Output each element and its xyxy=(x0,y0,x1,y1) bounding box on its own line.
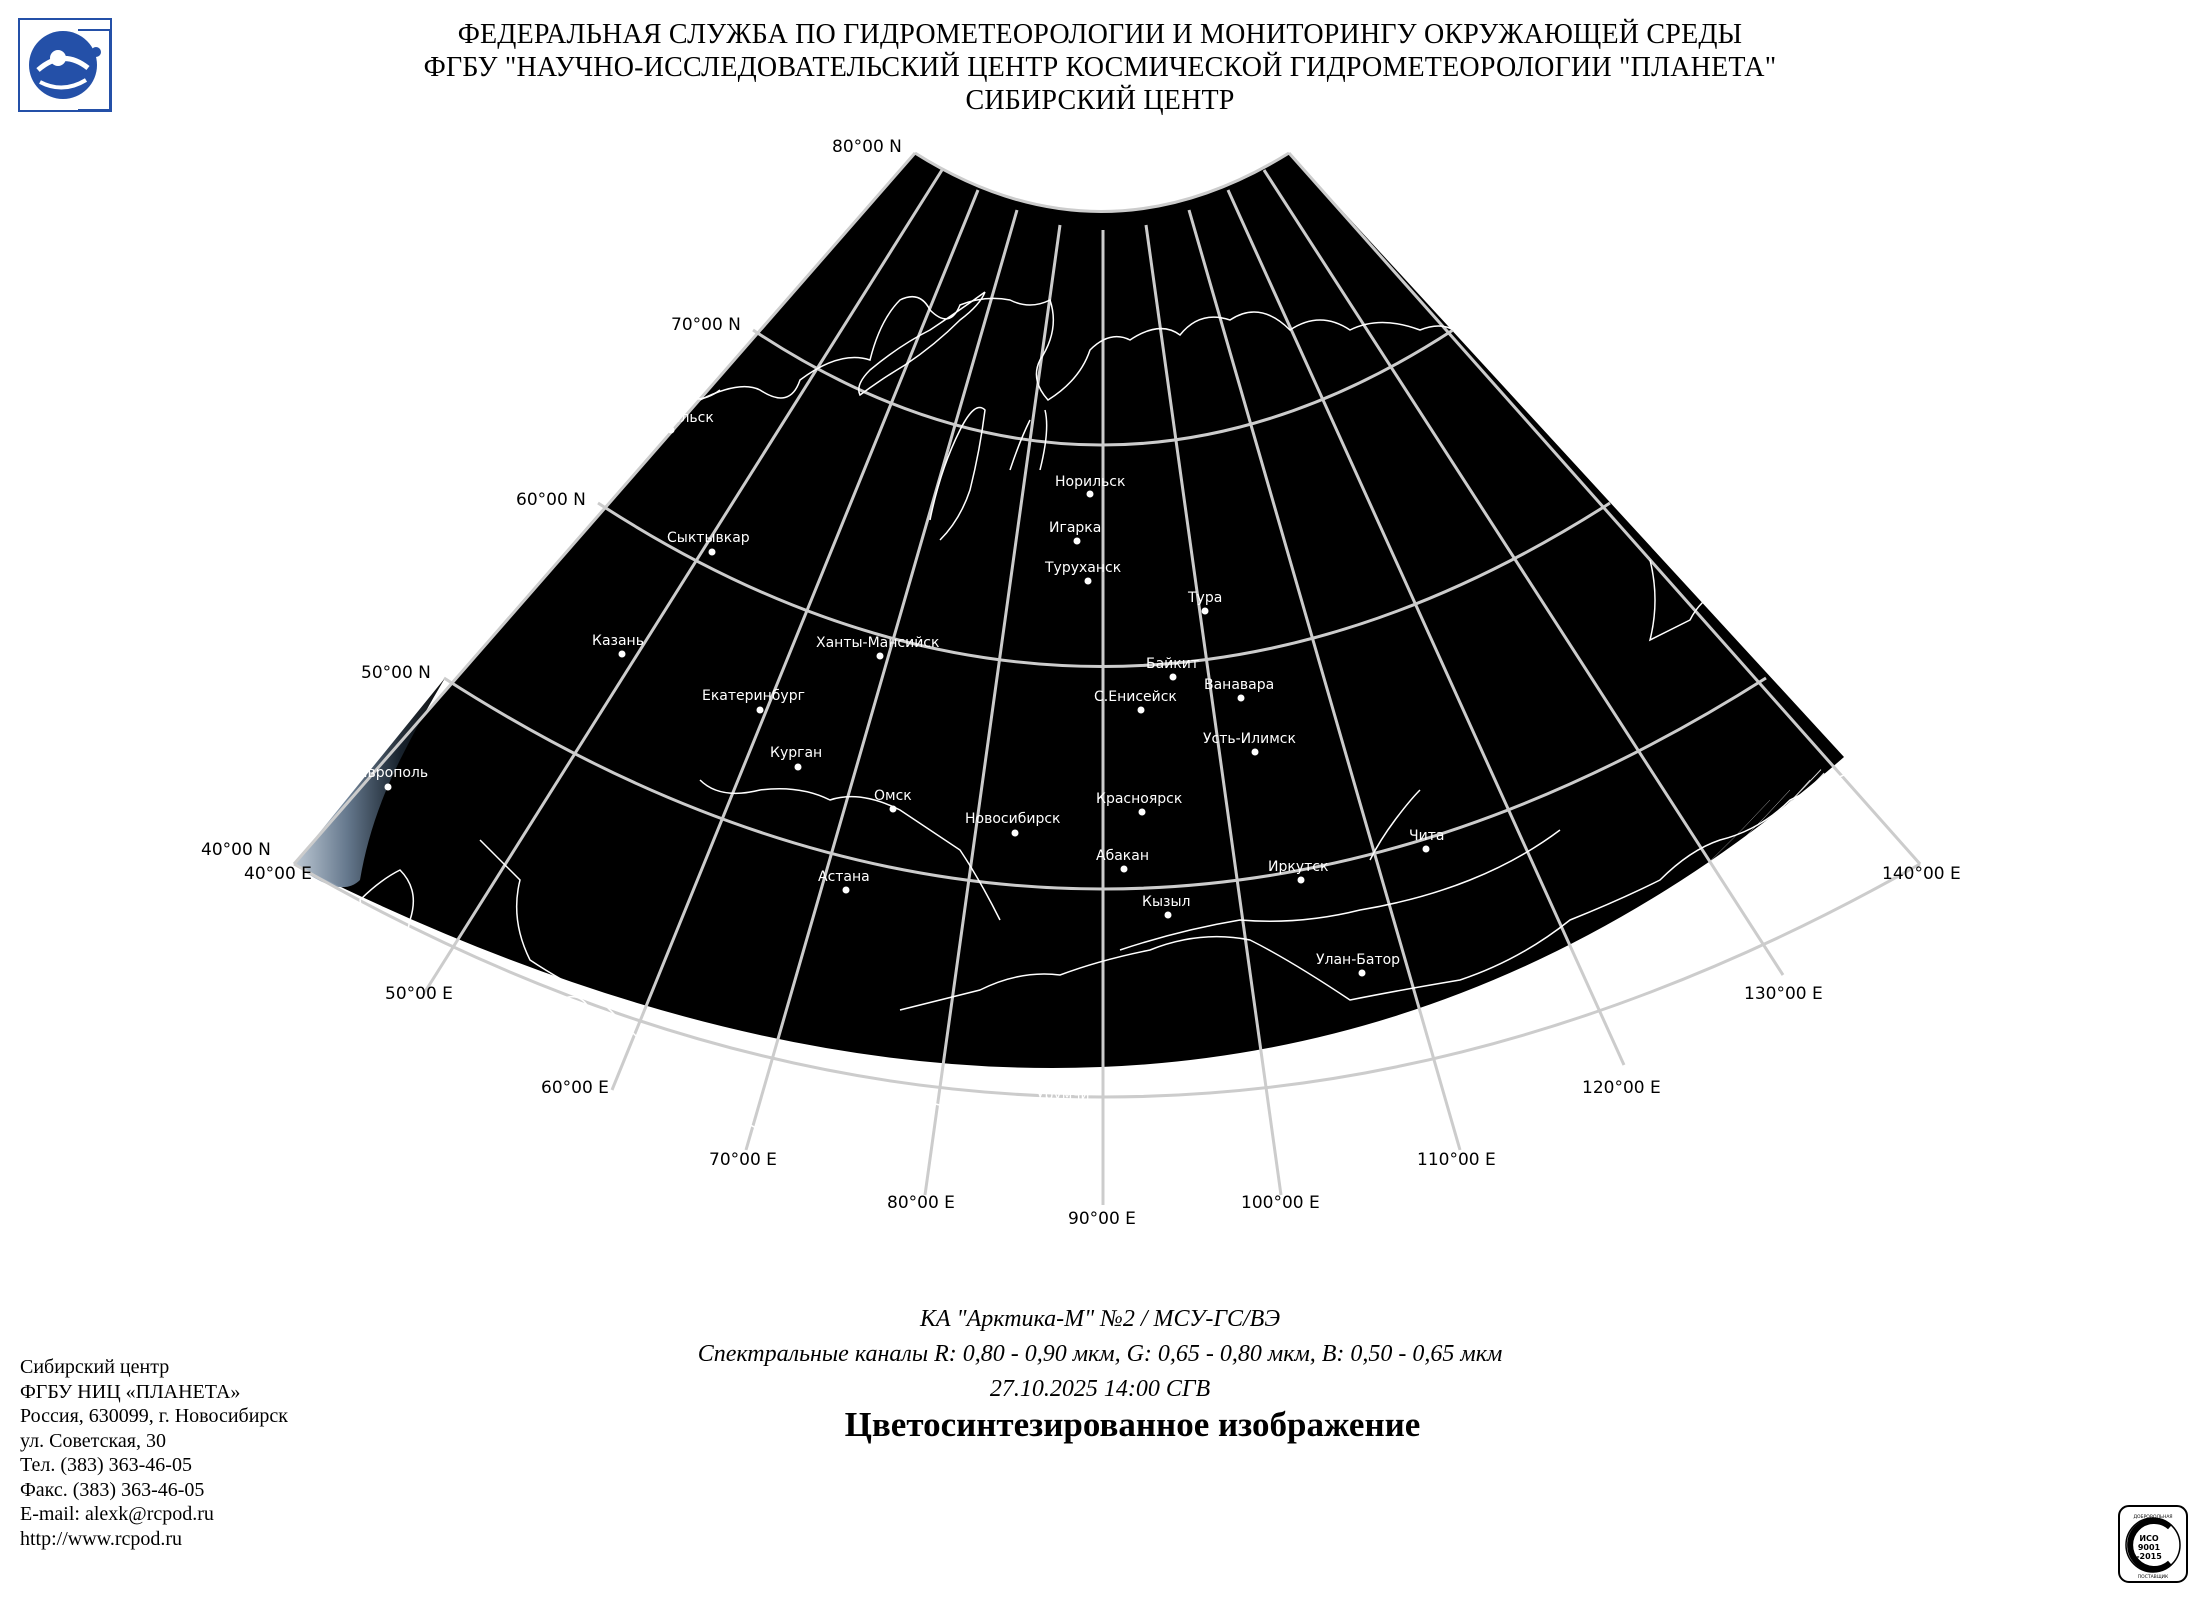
svg-text:Игарка: Игарка xyxy=(1049,520,1102,536)
svg-text:С.Енисейск: С.Енисейск xyxy=(1094,689,1177,705)
address-website[interactable]: http://www.rcpod.ru xyxy=(20,1527,183,1550)
lat-label-70: 70°00 N xyxy=(671,315,741,335)
svg-text:Байкит: Байкит xyxy=(1146,656,1199,672)
svg-text:Норильск: Норильск xyxy=(1055,474,1126,490)
svg-text:Чита: Чита xyxy=(1409,828,1445,844)
address-city: Россия, 630099, г. Новосибирск xyxy=(20,1405,289,1427)
svg-text:-2015: -2015 xyxy=(2136,1552,2162,1561)
svg-text:9001: 9001 xyxy=(2137,1543,2161,1552)
header-center-name: СИБИРСКИЙ ЦЕНТР xyxy=(965,85,1235,116)
svg-text:Кызыл: Кызыл xyxy=(1142,894,1191,910)
svg-text:ПОСТАВЩИК: ПОСТАВЩИК xyxy=(2137,1575,2169,1580)
svg-text:Архангельск: Архангельск xyxy=(620,410,714,426)
image-datetime: 27.10.2025 14:00 СГВ xyxy=(989,1376,1211,1402)
header-institute-name: ФГБУ "НАУЧНО-ИССЛЕДОВАТЕЛЬСКИЙ ЦЕНТР КОСМИЧЕСКОЙ ГИДРОМЕТЕОРОЛОГИИ "ПЛАНЕТА" xyxy=(423,52,1777,83)
address-center: Сибирский центр xyxy=(20,1356,170,1378)
lat-label-60: 60°00 N xyxy=(516,490,586,510)
city-urumqi xyxy=(1036,1087,1090,1112)
map-background xyxy=(294,153,1844,1068)
address-email[interactable]: E-mail: alexk@rcpod.ru xyxy=(20,1503,214,1525)
satellite-instrument: КА "Арктика-М" №2 / МСУ-ГС/ВЭ xyxy=(919,1306,1281,1332)
svg-text:Урумчи: Урумчи xyxy=(1036,1087,1090,1103)
lon-label-60: 60°00 E xyxy=(541,1078,609,1098)
svg-text:Тура: Тура xyxy=(1188,590,1223,606)
contact-address xyxy=(20,1355,288,1551)
map-image-area xyxy=(294,153,1844,1175)
svg-text:Усть-Илимск: Усть-Илимск xyxy=(1203,731,1296,747)
svg-text:ДОБРОВОЛЬНАЯ: ДОБРОВОЛЬНАЯ xyxy=(2133,1515,2173,1520)
svg-text:Ханты-Мансийск: Ханты-Мансийск xyxy=(816,635,940,651)
svg-text:Туруханск: Туруханск xyxy=(1045,560,1122,576)
lon-label-120: 120°00 E xyxy=(1582,1078,1661,1098)
svg-text:Абакан: Абакан xyxy=(1096,848,1149,864)
address-org: ФГБУ НИЦ «ПЛАНЕТА» xyxy=(20,1380,241,1403)
iso-certification-icon xyxy=(2118,1505,2188,1583)
image-title: Цветосинтезированное изображение xyxy=(844,1405,1421,1444)
image-caption xyxy=(0,1302,2200,1407)
svg-text:ИСО: ИСО xyxy=(2139,1534,2159,1543)
spectral-channels: Спектральные каналы R: 0,80 - 0,90 мкм, G: 0,65 - 0,80 мкм, B: 0,50 - 0,65 мкм xyxy=(697,1341,1503,1367)
svg-text:Иркутск: Иркутск xyxy=(1268,859,1329,875)
svg-text:Сыктывкар: Сыктывкар xyxy=(667,530,750,546)
lon-label-100: 100°00 E xyxy=(1241,1193,1320,1213)
lon-label-80: 80°00 E xyxy=(887,1193,955,1213)
lon-label-90: 90°00 E xyxy=(1068,1209,1136,1229)
lon-label-50: 50°00 E xyxy=(385,984,453,1004)
lon-label-40: 40°00 E xyxy=(244,864,312,884)
svg-text:Красноярск: Красноярск xyxy=(1096,791,1183,807)
svg-text:Астана: Астана xyxy=(818,869,870,885)
svg-text:Екатеринбург: Екатеринбург xyxy=(702,688,805,704)
svg-text:Ванавара: Ванавара xyxy=(1204,677,1275,693)
lon-label-70: 70°00 E xyxy=(709,1150,777,1170)
address-phone: Тел. (383) 363-46-05 xyxy=(20,1454,192,1476)
lat-label-50: 50°00 N xyxy=(361,663,431,683)
address-street: ул. Советская, 30 xyxy=(20,1429,166,1452)
svg-text:Ставрополь: Ставрополь xyxy=(341,765,429,781)
lon-label-110: 110°00 E xyxy=(1417,1150,1496,1170)
southern-border xyxy=(760,1095,990,1130)
svg-text:Казань: Казань xyxy=(592,633,644,649)
svg-text:Улан-Батор: Улан-Батор xyxy=(1316,952,1401,968)
svg-text:Курган: Курган xyxy=(770,745,823,761)
lon-label-140: 140°00 E xyxy=(1882,864,1961,884)
lat-label-80: 80°00 N xyxy=(832,137,902,157)
lat-label-40: 40°00 N xyxy=(201,840,271,860)
svg-text:Новосибирск: Новосибирск xyxy=(965,811,1061,827)
address-fax: Факс. (383) 363-46-05 xyxy=(20,1478,205,1501)
svg-text:Омск: Омск xyxy=(874,788,912,804)
header-agency-name: ФЕДЕРАЛЬНАЯ СЛУЖБА ПО ГИДРОМЕТЕОРОЛОГИИ И МОНИТОРИНГУ ОКРУЖАЮЩЕЙ СРЕДЫ xyxy=(457,19,1743,50)
lon-label-130: 130°00 E xyxy=(1744,984,1823,1004)
